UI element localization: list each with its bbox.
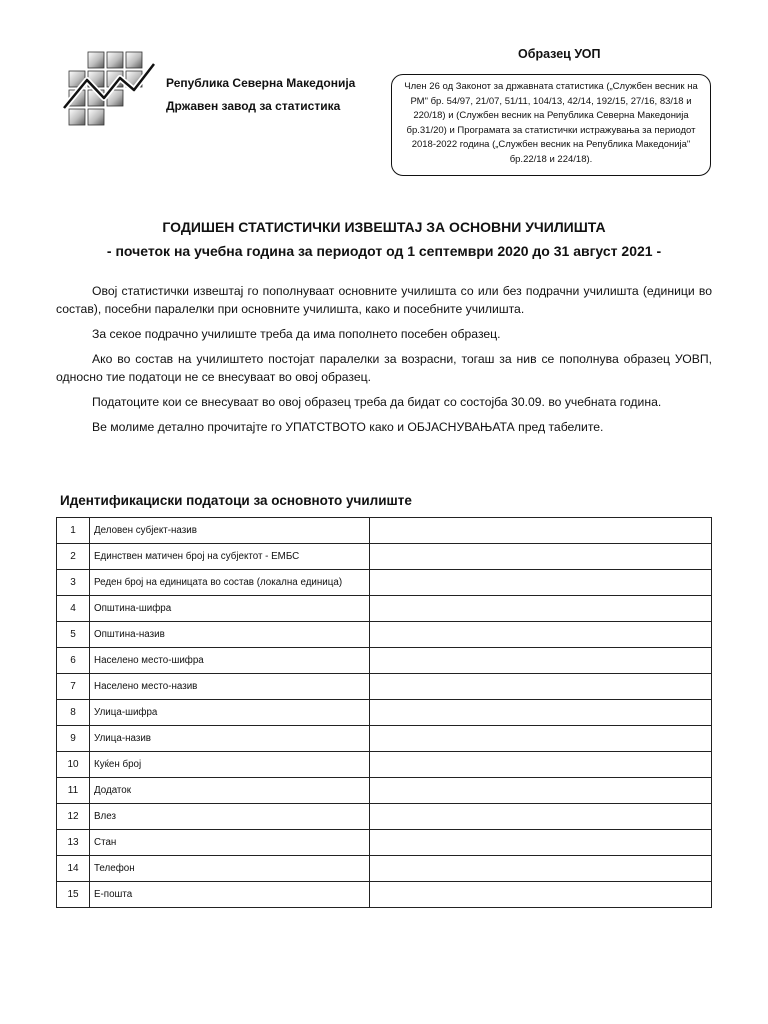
instructions-text [56, 282, 712, 443]
row-number: 6 [57, 648, 90, 674]
row-number: 15 [57, 882, 90, 908]
row-number: 4 [57, 596, 90, 622]
table-row [57, 700, 712, 726]
table-row [57, 856, 712, 882]
row-number: 11 [57, 778, 90, 804]
instruction-paragraph: Ве молиме детално прочитајте го УПАТСТВОТО како и ОБЈАСНУВАЊАТА пред табелите. [92, 420, 604, 434]
instruction-paragraph: Ако во состав на училиштето постојат паралелки за возрасни, тогаш за нив се пополнува образец УОВП, односно тие податоци не се внесуваат во овој образец. [56, 352, 712, 384]
row-label: Населено место-шифра [90, 648, 370, 674]
row-number: 9 [57, 726, 90, 752]
instruction-paragraph: Овој статистички извештај го пополнуваат основните училишта со или без подрачни училишта (единици во состав), посебни паралелки при основните училишта, како и посебните училишта. [56, 284, 712, 316]
row-label: Е-пошта [90, 882, 370, 908]
row-value-field[interactable] [370, 882, 712, 908]
row-label: Влез [90, 804, 370, 830]
row-label: Додаток [90, 778, 370, 804]
row-number: 5 [57, 622, 90, 648]
row-label: Населено место-назив [90, 674, 370, 700]
table-row [57, 648, 712, 674]
state-statistical-office-logo [62, 50, 158, 130]
org-name-line2: Државен завод за статистика [166, 99, 341, 113]
table-row [57, 674, 712, 700]
row-number: 14 [57, 856, 90, 882]
row-value-field[interactable] [370, 570, 712, 596]
row-value-field[interactable] [370, 830, 712, 856]
row-label: Улица-назив [90, 726, 370, 752]
row-number: 8 [57, 700, 90, 726]
org-name-line1: Република Северна Македонија [166, 76, 356, 90]
row-number: 3 [57, 570, 90, 596]
row-value-field[interactable] [370, 518, 712, 544]
row-value-field[interactable] [370, 752, 712, 778]
row-label: Општина-назив [90, 622, 370, 648]
row-value-field[interactable] [370, 674, 712, 700]
instruction-paragraph: Податоците кои се внесуваат во овој образец треба да бидат со состојба 30.09. во учебната година. [92, 395, 662, 409]
identification-table [56, 517, 712, 908]
row-value-field[interactable] [370, 700, 712, 726]
row-label: Куќен број [90, 752, 370, 778]
section-title: Идентификациски податоци за основното училиште [60, 493, 412, 508]
row-value-field[interactable] [370, 622, 712, 648]
report-title: ГОДИШЕН СТАТИСТИЧКИ ИЗВЕШТАЈ ЗА ОСНОВНИ УЧИЛИШТА [162, 219, 606, 235]
row-number: 7 [57, 674, 90, 700]
table-row [57, 752, 712, 778]
row-value-field[interactable] [370, 596, 712, 622]
table-row [57, 570, 712, 596]
table-row [57, 622, 712, 648]
row-value-field[interactable] [370, 856, 712, 882]
row-label: Телефон [90, 856, 370, 882]
row-label: Стан [90, 830, 370, 856]
table-row [57, 804, 712, 830]
row-label: Единствен матичен број на субјектот - ЕМБС [90, 544, 370, 570]
row-label: Улица-шифра [90, 700, 370, 726]
legal-basis-box: Член 26 од Законот за државната статистика („Службен весник на РМ" бр. 54/97, 21/07, 51/11, 104/13, 42/14, 192/15, 27/16, 83/18 и 220/18) и (Службен весник на Република Северна Македонија бр.31/20) и Програмата за статистички истражувања за периодот 2018-2022 година („Службен весник на Република Македонија" бр.22/18 и 224/18). [391, 74, 711, 176]
row-value-field[interactable] [370, 648, 712, 674]
organization-name [166, 72, 355, 118]
row-value-field[interactable] [370, 726, 712, 752]
row-number: 13 [57, 830, 90, 856]
table-row [57, 726, 712, 752]
row-number: 1 [57, 518, 90, 544]
table-row [57, 544, 712, 570]
row-value-field[interactable] [370, 778, 712, 804]
table-row [57, 882, 712, 908]
report-subtitle: - почеток на учебна година за периодот од 1 септември 2020 до 31 август 2021 - [106, 243, 662, 259]
row-number: 10 [57, 752, 90, 778]
row-value-field[interactable] [370, 544, 712, 570]
row-label: Општина-шифра [90, 596, 370, 622]
row-value-field[interactable] [370, 804, 712, 830]
row-label: Деловен субјект-назив [90, 518, 370, 544]
table-row [57, 596, 712, 622]
row-label: Реден број на единицата во состав (локална единица) [90, 570, 370, 596]
form-code-label: Образец УОП [518, 47, 601, 61]
table-row [57, 778, 712, 804]
table-row [57, 518, 712, 544]
table-row [57, 830, 712, 856]
row-number: 12 [57, 804, 90, 830]
row-number: 2 [57, 544, 90, 570]
instruction-paragraph: За секое подрачно училиште треба да има пополнето посебен образец. [92, 327, 501, 341]
